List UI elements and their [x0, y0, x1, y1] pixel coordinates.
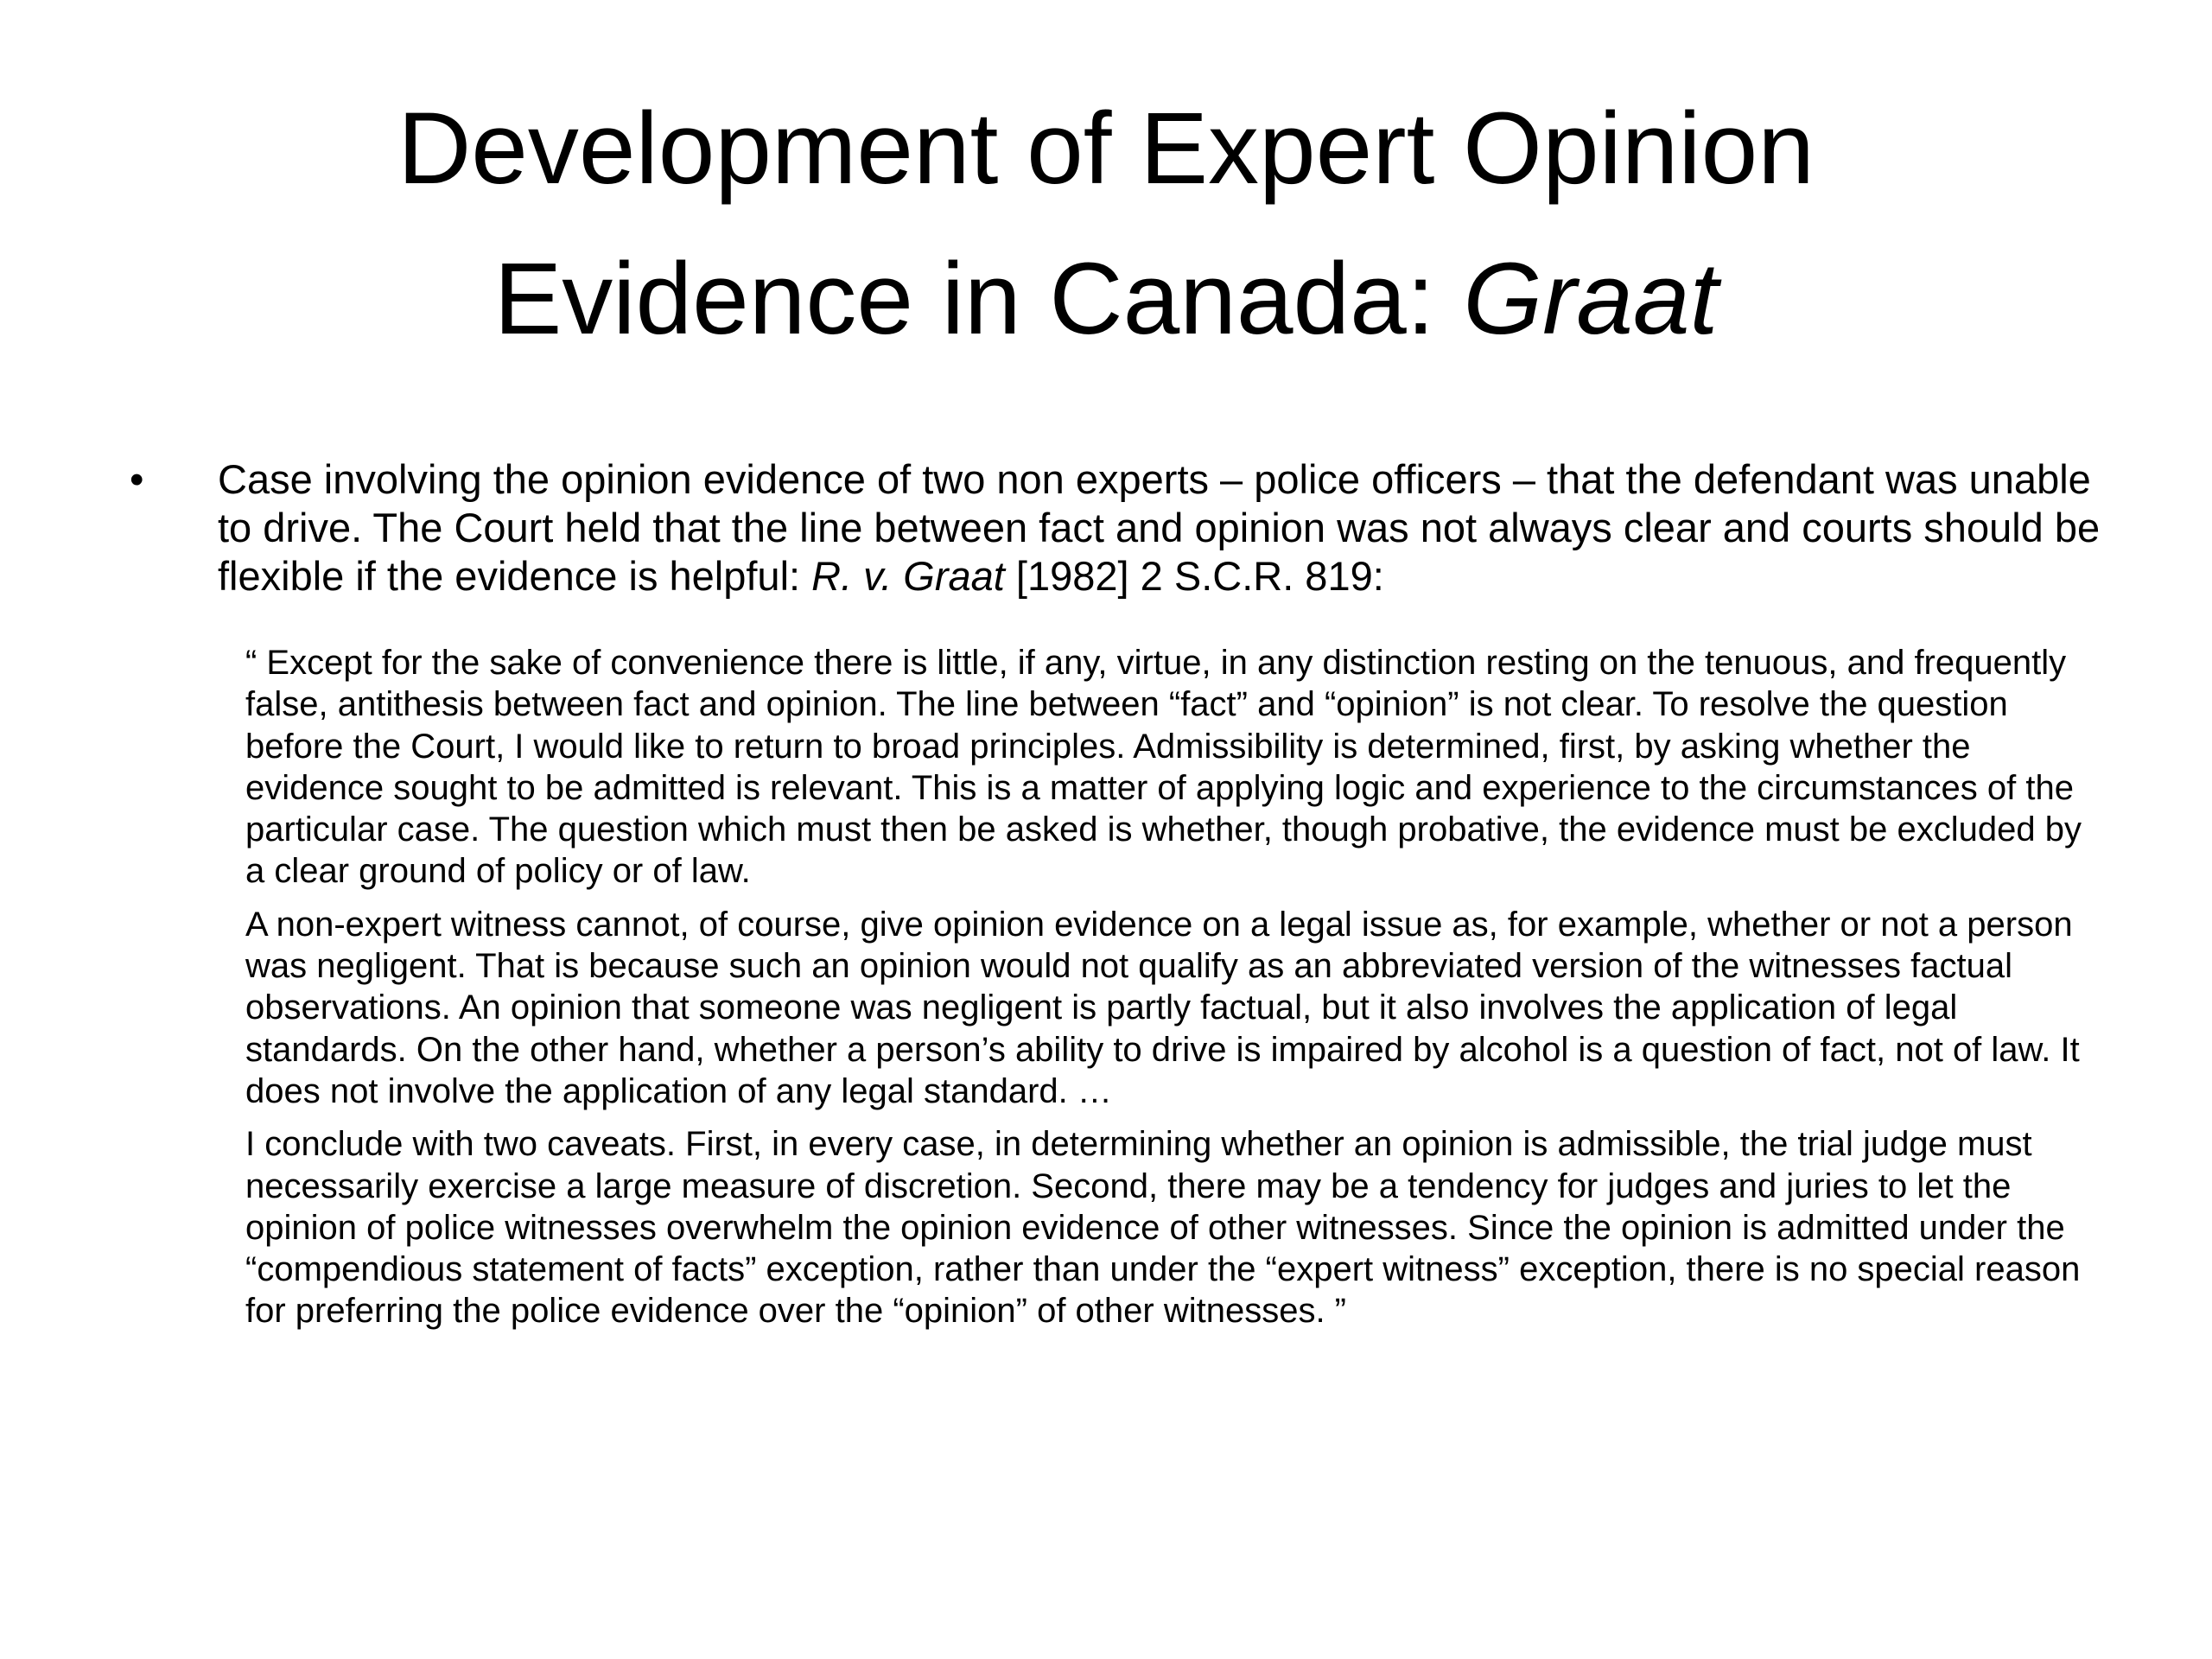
bullet-citation: [1982] 2 S.C.R. 819: — [1004, 553, 1384, 599]
slide-title — [173, 73, 2039, 374]
bullet-text: Case involving the opinion evidence of two non experts – police officers – that the defendant was unable to drive. The Court held that the line between fact and opinion was not always clear and courts should be flexible if the evidence is helpful: — [218, 456, 2101, 599]
quote-paragraph-1: “ Except for the sake of convenience there is little, if any, virtue, in any distinction resting on the tenuous, and frequently false, antithesis between fact and opinion. The line between “fact” and “opinion” is not clear. To resolve the question before the Court, I would like to return to broad principles. Admissibility is determined, first, by asking whether the evidence sought to be admitted is relevant. This is a matter of applying logic and experience to the circumstances of the particular case. The question which must then be asked is whether, though probative, the evidence must be excluded by a clear ground of policy or of law. — [245, 644, 2082, 891]
bullet-item — [130, 455, 2117, 601]
quote-paragraph-3: I conclude with two caveats. First, in every case, in determining whether an opinion is admissible, the trial judge must necessarily exercise a large measure of discretion. Second, there may be a tendency for judges and juries to let the opinion of police witnesses overwhelm the opinion evidence of other witnesses. Since the opinion is admitted under the “compendious statement of facts” exception, rather than under the “expert witness” exception, there is no special reason for preferring the police evidence over the “opinion” of other witnesses. ” — [245, 1125, 2081, 1331]
bullet-dot-icon: • — [130, 456, 144, 502]
title-case-name: Graat — [1463, 242, 1719, 356]
title-line-2 — [173, 224, 2039, 374]
quote-paragraph-2: A non-expert witness cannot, of course, give opinion evidence on a legal issue as, for example, whether or not a person was negligent. That is because such an opinion would not qualify as an abbreviated version of the witnesses factual observations. An opinion that someone was negligent is partly factual, but it also involves the application of legal standards. On the other hand, whether a person’s ability to drive is impaired by alcohol is a question of fact, not of law. It does not involve the application of any legal standard. … — [245, 905, 2080, 1110]
title-line-2-text: Evidence in Canada: — [493, 242, 1464, 356]
bullet-case-name: R. v. Graat — [811, 553, 1005, 599]
title-line-1: Development of Expert Opinion — [397, 92, 1815, 206]
bullet-list — [130, 455, 2117, 601]
quotation — [245, 642, 2103, 1344]
